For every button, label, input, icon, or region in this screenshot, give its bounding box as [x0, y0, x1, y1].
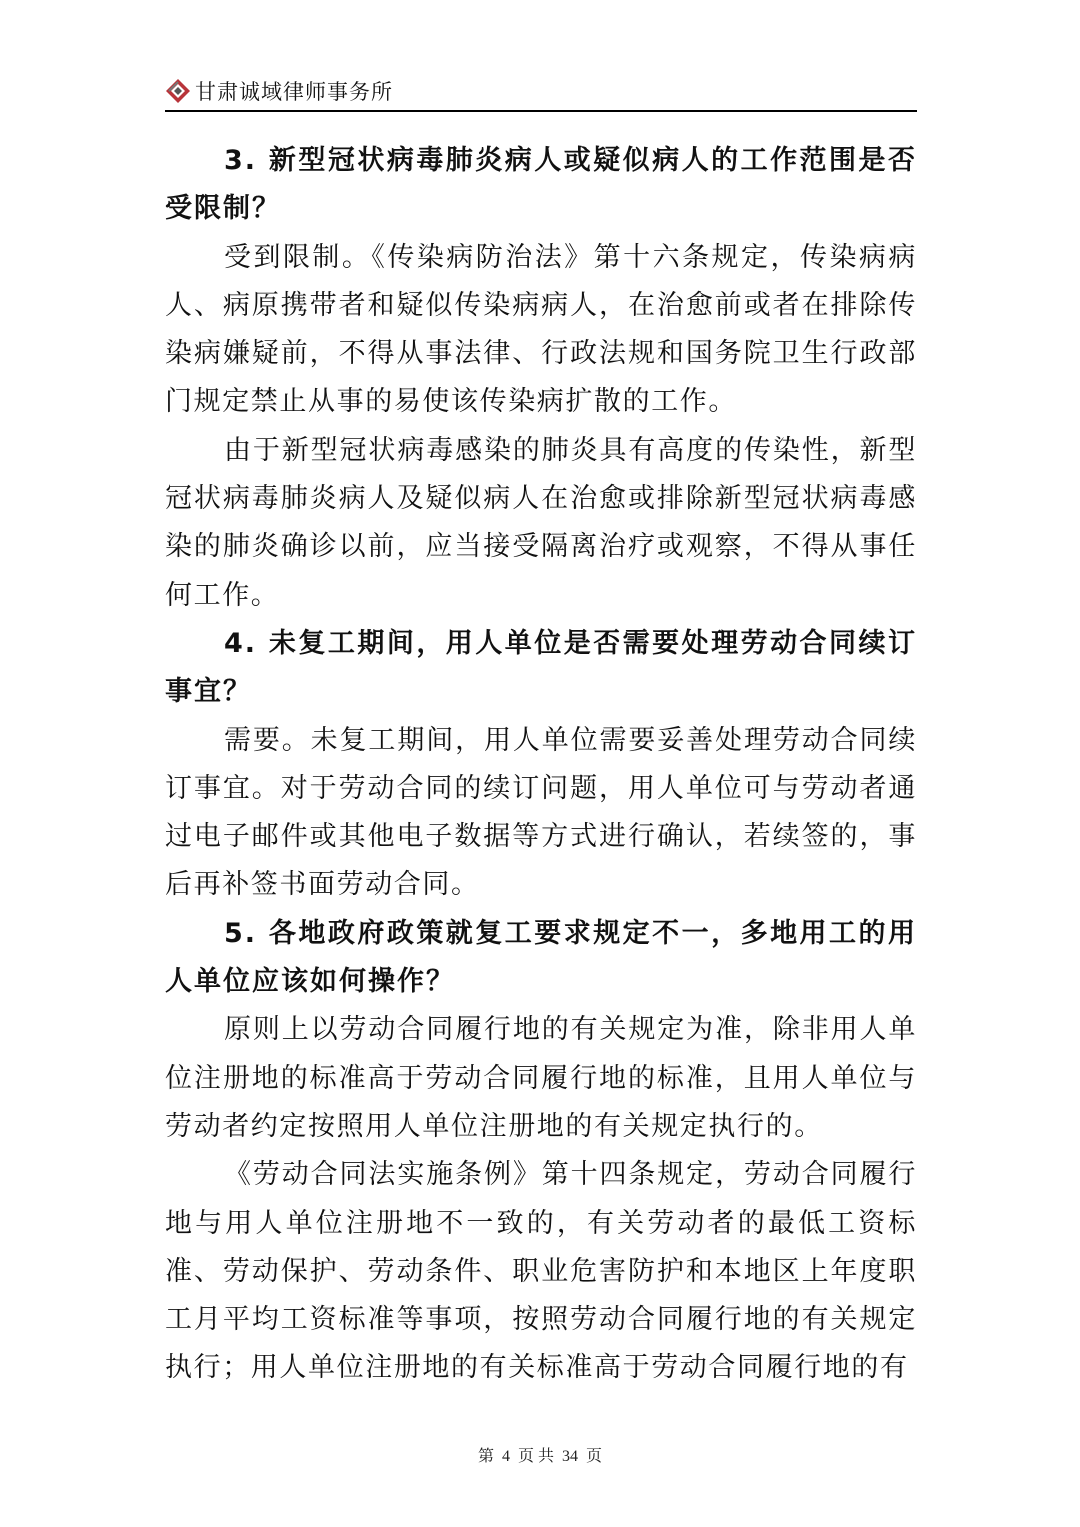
- page-footer: [0, 1443, 1080, 1466]
- page-header: [165, 72, 917, 112]
- question-heading: 3. 新型冠状病毒肺炎病人或疑似病人的工作范围是否受限制？: [165, 145, 917, 225]
- body-paragraph: 《劳动合同法实施条例》第十四条规定，劳动合同履行地与用人单位注册地不一致的，有关劳动者的最低工资标准、劳动保护、劳动条件、职业危害防护和本地区上年度职工月平均工资标准等事项，按照劳动合同履行地的有关规定执行；用人单位注册地的有关标准高于劳动合同履行地的有: [165, 1159, 917, 1384]
- footer-suffix: 页: [586, 1448, 603, 1465]
- body-paragraph: 需要。未复工期间，用人单位需要妥善处理劳动合同续订事宜。对于劳动合同的续订问题，用人单位可与劳动者通过电子邮件或其他电子数据等方式进行确认，若续签的，事后再补签书面劳动合同。: [165, 724, 917, 901]
- firm-logo-icon: [165, 78, 191, 104]
- question-heading: 4. 未复工期间，用人单位是否需要处理劳动合同续订事宜？: [165, 627, 917, 708]
- total-page-count: 34: [562, 1448, 578, 1465]
- body-paragraph: 受到限制。《传染病防治法》第十六条规定，传染病病人、病原携带者和疑似传染病病人，在治愈前或者在排除传染病嫌疑前，不得从事法律、行政法规和国务院卫生行政部门规定禁止从事的易使该传染病扩散的工作。: [165, 241, 917, 418]
- body-paragraph: 由于新型冠状病毒感染的肺炎具有高度的传染性，新型冠状病毒肺炎病人及疑似病人在治愈或排除新型冠状病毒感染的肺炎确诊以前，应当接受隔离治疗或观察，不得从事任何工作。: [165, 434, 917, 611]
- document-body: [165, 137, 917, 1393]
- question-heading: 5. 各地政府政策就复工要求规定不一，多地用工的用人单位应该如何操作？: [165, 917, 917, 998]
- footer-prefix: 第: [477, 1448, 494, 1465]
- footer-middle: 页 共: [517, 1448, 554, 1465]
- body-paragraph: 原则上以劳动合同履行地的有关规定为准，除非用人单位注册地的标准高于劳动合同履行地的标准，且用人单位与劳动者约定按照用人单位注册地的有关规定执行的。: [165, 1014, 917, 1142]
- firm-name: 甘肃诚域律师事务所: [195, 80, 393, 104]
- current-page-number: 4: [501, 1448, 510, 1465]
